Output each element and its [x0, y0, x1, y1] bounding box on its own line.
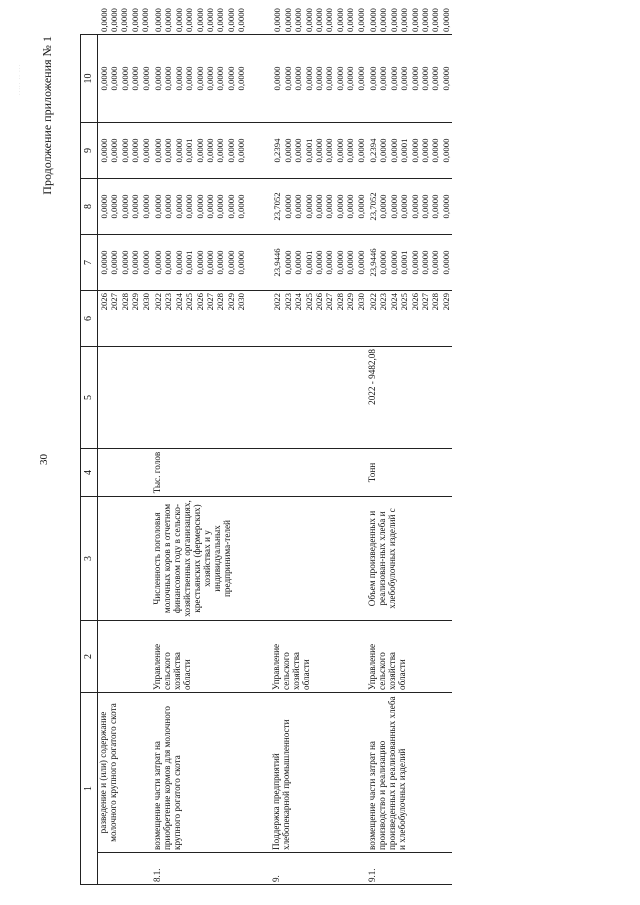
value-cell: 0,0000 — [409, 194, 420, 219]
value-cell: 0,0000 — [140, 194, 151, 219]
row-values-col-9 — [367, 123, 452, 179]
value-cell: 0,0000 — [440, 194, 451, 219]
value-cell: 0,0000 — [225, 194, 236, 219]
year-cell: 2022 — [152, 293, 163, 311]
row-values-col-9 — [98, 123, 152, 179]
value-cell: 0,0000 — [272, 66, 283, 91]
value-cell: 0,0001 — [303, 250, 314, 275]
value-cell: 0,0001 — [303, 138, 314, 163]
value-cell: 0,0000 — [140, 138, 151, 163]
row-values-col-10 — [367, 35, 452, 123]
header-col-10: 10 — [81, 35, 98, 123]
row-unit: Тонн — [367, 449, 452, 497]
header-col-5: 5 — [81, 347, 98, 449]
value-cell: 0,0000 — [119, 194, 130, 219]
value-cell: 0,0000 — [345, 250, 356, 275]
value-cell: 0,0000 — [109, 138, 120, 163]
year-cell: 2026 — [409, 293, 420, 311]
value-cell: 0,0000 — [173, 194, 184, 219]
year-cell: 2022 — [272, 293, 283, 311]
year-cell: 2030 — [236, 293, 247, 311]
header-col-8: 8 — [81, 179, 98, 235]
row-name: возмещение части затрат на приобретение кормов для молочного крупного рогатого скота — [152, 693, 248, 853]
value-cell: 0,0001 — [399, 138, 410, 163]
year-cell: 2026 — [99, 293, 109, 311]
value-cell: 0,0000 — [419, 250, 430, 275]
value-cell: 0,0000 — [225, 66, 236, 91]
row-values-col-8 — [152, 179, 248, 235]
value-cell: 0,0000 — [334, 66, 345, 91]
value-cell: 0,0001 — [184, 250, 195, 275]
value-cell: 0,0000 — [399, 66, 410, 91]
value-cell: 0,0000 — [388, 194, 399, 219]
value-cell: 0,0000 — [355, 250, 366, 275]
value-cell: 0,0000 — [355, 138, 366, 163]
value-cell: 0,0001 — [399, 250, 410, 275]
row-unit: Тыс. голов — [152, 449, 248, 497]
value-cell: 0,0000 — [282, 250, 293, 275]
row-number: 9.1. — [367, 853, 452, 885]
year-cell: 2028 — [430, 293, 441, 311]
value-cell: 0,0000 — [163, 194, 174, 219]
row-executor — [98, 621, 152, 693]
row-values-col-10 — [152, 35, 248, 123]
row-number: 8.1. — [152, 853, 248, 885]
row-years — [367, 291, 452, 347]
value-cell: 0,0000 — [430, 138, 441, 163]
value-cell: 0,0000 — [215, 194, 226, 219]
value-cell: 0,0000 — [173, 250, 184, 275]
row-executor: Управление сельского хозяйства области — [271, 621, 367, 693]
year-cell: 2029 — [130, 293, 141, 311]
value-cell: 0,0000 — [236, 194, 247, 219]
value-cell: 0,0000 — [430, 194, 441, 219]
value-cell: 0,0000 — [99, 138, 109, 163]
value-cell: 0,0000 — [173, 66, 184, 91]
row-values-col-8 — [98, 179, 152, 235]
value-cell: 0,0000 — [324, 138, 335, 163]
value-cell: 0,0000 — [236, 250, 247, 275]
row-values-col-7 — [271, 235, 367, 291]
row-years — [152, 291, 248, 347]
value-cell: 0,0000 — [334, 194, 345, 219]
row-values-col-9 — [271, 123, 367, 179]
value-cell: 0,0000 — [378, 194, 389, 219]
value-cell: 0,0000 — [163, 138, 174, 163]
value-cell: 0,0000 — [282, 138, 293, 163]
value-cell: 0,0000 — [388, 138, 399, 163]
row-executor: Управление сельского хозяйства области — [367, 621, 452, 693]
row-unit — [98, 449, 152, 497]
value-cell: 0,0000 — [293, 66, 304, 91]
value-cell: 0,0000 — [399, 194, 410, 219]
row-values-col-7 — [152, 235, 248, 291]
row-values-col-7 — [98, 235, 152, 291]
year-cell: 2030 — [140, 293, 151, 311]
value-cell: 0,0000 — [99, 250, 109, 275]
row-years — [98, 291, 152, 347]
value-cell: 0,0000 — [119, 138, 130, 163]
value-cell: 0,0000 — [440, 250, 451, 275]
row-name: возмещение части затрат на производство и реализацию произведенных и реализованных хлеба и хлебобулочных изделий — [367, 693, 452, 853]
row-indicator: Численность поголовья молочных коров в отчетном финансовом году в сельско-хозяйственных организациях, крестьянских (фермерских) хозяйствах и у индивидуальных предпринима-телей — [152, 497, 248, 621]
year-cell: 2025 — [399, 293, 410, 311]
row-executor: Управление сельского хозяйства области — [152, 621, 248, 693]
value-cell: 0,0000 — [293, 194, 304, 219]
table-row: разведение и (или) содержание молочного крупного рогатого скота 2026 2027 2028 2029 2030 0,0000 0,0000 0,0000 0,0000 0,0000 0,0000 0,0000 0,0000 0,0000 0,0000 0,0000 0,0000 0,0000 0,0000 0,0000 0,0000 0,0000 0,0000 0,0000 0,0000 0,0000 0,0000 0,0000 0,0000 0,0000 — [98, 35, 152, 885]
year-cell: 2025 — [184, 293, 195, 311]
value-cell: 0,0000 — [184, 194, 195, 219]
value-cell: 0,0000 — [324, 250, 335, 275]
value-cell: 0,0000 — [314, 66, 325, 91]
page-number: 30 — [38, 454, 50, 465]
year-cell: 2023 — [378, 293, 389, 311]
value-cell: 0,0000 — [225, 138, 236, 163]
value-cell: 0,0000 — [409, 66, 420, 91]
value-cell: 0,0000 — [388, 250, 399, 275]
row-values-col-9 — [152, 123, 248, 179]
value-cell: 0,0000 — [430, 250, 441, 275]
faint-mark: ····· ·· ··· — [18, 63, 23, 95]
value-cell: 0,0000 — [293, 138, 304, 163]
value-cell: 0,0000 — [334, 138, 345, 163]
value-cell: 0,0000 — [204, 138, 215, 163]
row-values-col-10 — [98, 35, 152, 123]
value-cell: 0,0000 — [184, 66, 195, 91]
year-cell: 2027 — [109, 293, 120, 311]
row-base: 2022 - 9482,08 — [367, 347, 452, 449]
value-cell: 0,2394 — [367, 138, 378, 163]
value-cell: 0,2394 — [272, 138, 283, 163]
row-base — [152, 347, 248, 449]
value-cell: 0,0000 — [140, 250, 151, 275]
table-row: 9.1. возмещение части затрат на производство и реализацию произведенных и реализованных хлеба и хлебобулочных изделий Управление сельского хозяйства области Объем произведенных и реализован-ных хлеба и хлебобулочных изделий с Тонн 2022 - 9482,08 2022 2023 2024 2025 2026 2027 2028 2029 23,9446 0,0000 0,0000 0,0001 0,0000 0,0000 0,0000 0,0000 23,7052 0,0000 0,0000 0,0000 0,0000 0,0000 0,0000 0,0000 0,2394 0,0000 0,0000 0,0001 0,0000 0,0000 0,0000 0,0000 0,0000 0,0000 0,0000 0,0000 0,0000 0,0000 0,0000 0,0000 0,0000 0,0000 0,0000 0,0000 0,0000 0,0000 0,0000 0,0000 — [367, 35, 452, 885]
row-values-col-7 — [367, 235, 452, 291]
value-cell: 0,0000 — [236, 138, 247, 163]
year-cell: 2028 — [334, 293, 345, 311]
value-cell: 0,0000 — [130, 66, 141, 91]
header-row — [81, 35, 98, 885]
spacer-row — [247, 35, 271, 885]
year-cell: 2029 — [225, 293, 236, 311]
row-indicator — [98, 497, 152, 621]
row-unit — [271, 449, 367, 497]
value-cell: 0,0001 — [184, 138, 195, 163]
value-cell: 0,0000 — [119, 250, 130, 275]
header-col-9: 9 — [81, 123, 98, 179]
value-cell: 0,0000 — [225, 250, 236, 275]
year-cell: 2024 — [173, 293, 184, 311]
year-cell: 2027 — [324, 293, 335, 311]
row-number — [98, 853, 152, 885]
value-cell: 0,0000 — [367, 66, 378, 91]
value-cell: 0,0000 — [345, 194, 356, 219]
year-cell: 2028 — [119, 293, 130, 311]
value-cell: 0,0000 — [163, 250, 174, 275]
value-cell: 0,0000 — [204, 66, 215, 91]
value-cell: 0,0000 — [324, 66, 335, 91]
year-cell: 2028 — [215, 293, 226, 311]
value-cell: 0,0000 — [109, 250, 120, 275]
table-row: 8.1. возмещение части затрат на приобретение кормов для молочного крупного рогатого скота Управление сельского хозяйства области Численность поголовья молочных коров в отчетном финансовом году в сельско-хозяйственных организациях, крестьянских (фермерских) хозяйствах и у индивидуальных предпринима-телей Тыс. голов 2022 2023 2024 2025 2026 2027 2028 2029 2030 0,0000 0,0000 0,0000 0,0001 0,0000 0,0000 0,0000 0,0000 0,0000 0,0000 0,0000 0,0000 0,0000 0,0000 0,0000 0,0000 0,0000 0,0000 0,0000 0,0000 0,0000 0,0001 0,0000 0,0000 0,0000 0,0000 0,0000 0,0000 0,0000 0,0000 0,0000 0,0000 0,0000 0,0000 0,0000 0,0000 0,0000 0,0000 0,0000 0,0000 0,0000 0,0000 0,0000 0,0000 0,0000 — [152, 35, 248, 885]
value-cell: 0,0000 — [440, 138, 451, 163]
row-name: разведение и (или) содержание молочного крупного рогатого скота — [98, 693, 152, 853]
value-cell: 0,0000 — [293, 250, 304, 275]
value-cell: 0,0000 — [152, 66, 163, 91]
value-cell: 0,0000 — [130, 194, 141, 219]
row-number: 9. — [271, 853, 367, 885]
value-cell: 23,7052 — [367, 192, 378, 221]
row-values-col-8 — [367, 179, 452, 235]
value-cell: 0,0000 — [303, 194, 314, 219]
row-values-col-8 — [271, 179, 367, 235]
value-cell: 0,0000 — [282, 66, 293, 91]
value-cell: 23,7052 — [272, 192, 283, 221]
value-cell: 0,0000 — [99, 194, 109, 219]
header-col-1: 1 — [81, 693, 98, 885]
value-cell: 0,0000 — [388, 66, 399, 91]
value-cell: 0,0000 — [355, 66, 366, 91]
value-cell: 23,9446 — [272, 248, 283, 277]
value-cell: 0,0000 — [173, 138, 184, 163]
year-cell: 2026 — [194, 293, 205, 311]
row-years — [271, 291, 367, 347]
value-cell: 0,0000 — [130, 138, 141, 163]
value-cell: 0,0000 — [236, 66, 247, 91]
value-cell: 0,0000 — [215, 66, 226, 91]
value-cell: 0,0000 — [204, 250, 215, 275]
value-cell: 0,0000 — [440, 66, 451, 91]
value-cell: 0,0000 — [419, 194, 430, 219]
value-cell: 0,0000 — [419, 66, 430, 91]
value-cell: 0,0000 — [409, 250, 420, 275]
row-base — [271, 347, 367, 449]
year-cell: 2023 — [282, 293, 293, 311]
value-cell: 0,0000 — [119, 66, 130, 91]
value-cell: 23,9446 — [367, 248, 378, 277]
continuation-title: Продолжение приложения № 1 — [40, 36, 54, 195]
header-col-7: 7 — [81, 235, 98, 291]
value-cell: 0,0000 — [334, 250, 345, 275]
value-cell: 0,0000 — [215, 138, 226, 163]
year-cell: 2024 — [388, 293, 399, 311]
row-indicator: Объем произведенных и реализован-ных хлеба и хлебобулочных изделий с — [367, 497, 452, 621]
year-cell: 2026 — [314, 293, 325, 311]
value-cell: 0,0000 — [163, 66, 174, 91]
value-cell: 0,0000 — [130, 250, 141, 275]
value-cell: 0,0000 — [378, 66, 389, 91]
value-cell: 0,0000 — [215, 250, 226, 275]
value-cell: 0,0000 — [194, 250, 205, 275]
value-cell: 0,0000 — [324, 194, 335, 219]
value-cell: 0,0000 — [409, 138, 420, 163]
value-cell: 0,0000 — [152, 138, 163, 163]
header-col-2: 2 — [81, 621, 98, 693]
table-row: 9. Поддержка предприятий хлебопекарной промышленности Управление сельского хозяйства области 2022 2023 2024 2025 2026 2027 2028 2029 2030 23,9446 0,0000 0,0000 0,0001 0,0000 0,0000 0,0000 0,0000 0,0000 23,7052 0,0000 0,0000 0,0000 0,0000 0,0000 0,0000 0,0000 0,0000 0,2394 0,0000 0,0000 0,0001 0,0000 0,0000 0,0000 0,0000 0,0000 0,0000 0,0000 0,0000 0,0000 0,0000 0,0000 0,0000 0,0000 0,0000 0,0000 0,0000 0,0000 0,0000 0,0000 0,0000 0,0000 0,0000 0,0000 — [271, 35, 367, 885]
header-col-6: 6 — [81, 291, 98, 347]
value-cell: 0,0000 — [430, 66, 441, 91]
value-cell: 0,0000 — [99, 66, 109, 91]
value-cell: 0,0000 — [204, 194, 215, 219]
value-cell: 0,0000 — [419, 138, 430, 163]
value-cell: 0,0000 — [314, 138, 325, 163]
value-cell: 0,0000 — [282, 194, 293, 219]
value-cell: 0,0000 — [303, 66, 314, 91]
header-col-3: 3 — [81, 497, 98, 621]
value-cell: 0,0000 — [194, 138, 205, 163]
value-cell: 0,0000 — [109, 66, 120, 91]
row-indicator — [271, 497, 367, 621]
value-cell: 0,0000 — [152, 250, 163, 275]
value-cell: 0,0000 — [194, 194, 205, 219]
year-cell: 2025 — [303, 293, 314, 311]
year-cell: 2022 — [367, 293, 378, 311]
row-base — [98, 347, 152, 449]
header-col-4: 4 — [81, 449, 98, 497]
year-cell: 2029 — [345, 293, 356, 311]
value-cell: 0,0000 — [314, 250, 325, 275]
value-cell: 0,0000 — [152, 194, 163, 219]
row-values-col-10 — [271, 35, 367, 123]
year-cell: 2027 — [419, 293, 430, 311]
year-cell: 2027 — [204, 293, 215, 311]
value-cell: 0,0000 — [194, 66, 205, 91]
value-cell: 0,0000 — [345, 138, 356, 163]
value-cell: 0,0000 — [140, 66, 151, 91]
value-cell: 0,0000 — [355, 194, 366, 219]
year-cell: 2030 — [355, 293, 366, 311]
program-table — [80, 8, 452, 885]
value-cell: 0,0000 — [109, 194, 120, 219]
year-cell: 2023 — [163, 293, 174, 311]
value-cell: 0,0000 — [378, 138, 389, 163]
value-cell: 0,0000 — [314, 194, 325, 219]
value-cell: 0,0000 — [378, 250, 389, 275]
row-name: Поддержка предприятий хлебопекарной промышленности — [271, 693, 367, 853]
value-cell: 0,0000 — [345, 66, 356, 91]
year-cell: 2024 — [293, 293, 304, 311]
year-cell: 2029 — [440, 293, 451, 311]
